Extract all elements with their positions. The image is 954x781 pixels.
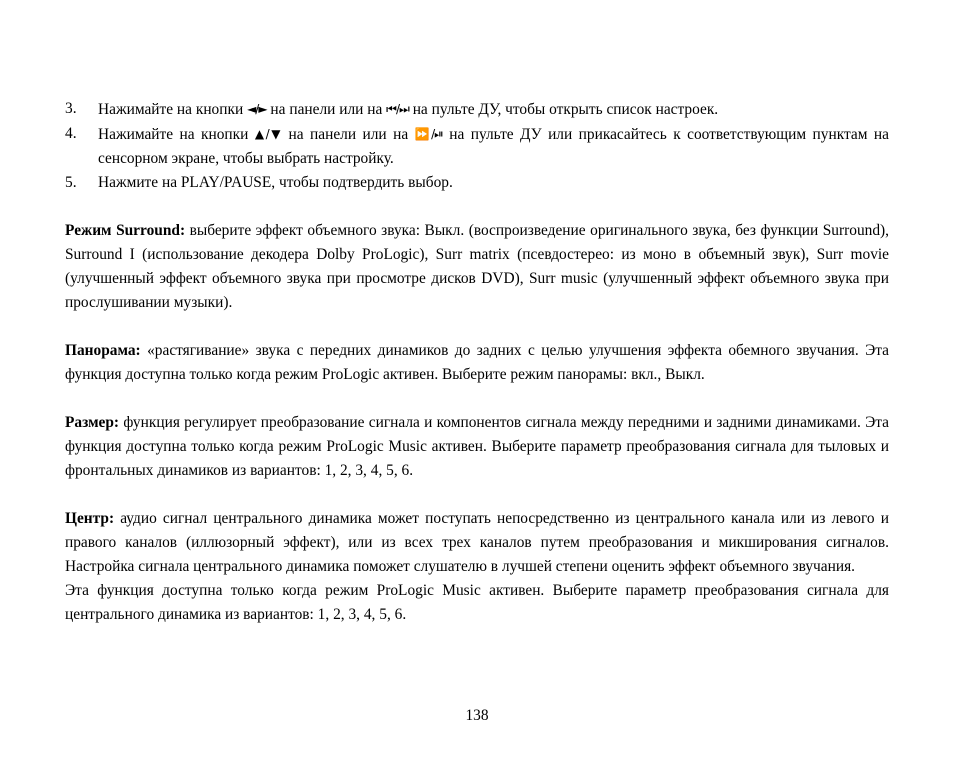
up-down-arrows-icon: ▲/▼: [254, 127, 283, 141]
section-heading: Центр:: [65, 510, 115, 527]
section-center: [65, 507, 889, 579]
page-number: 138: [465, 707, 489, 724]
section-text: аудио сигнал центрального динамика может поступать непосредственно из центрального канала или из левого и правого каналов (иллюзорный эффект), или из всех трех каналов путем преобразования и микширования сигналов. Настройка сигнала центрального динамика поможет слушателю в лучшей степени оценить эффект объемного звучания.: [65, 510, 889, 575]
prev-next-track-icon: ⏮/⏭: [386, 102, 409, 116]
section-heading: Размер:: [65, 414, 120, 431]
step-text: Нажмите на PLAY/PAUSE, чтобы подтвердить выбор.: [98, 174, 453, 191]
left-right-arrows-icon: ◄/►: [247, 102, 267, 116]
step-number: 3.: [65, 100, 77, 117]
step-item: [65, 97, 889, 122]
section-text: «растягивание» звука с передних динамиков до задних с целью улучшения эффекта обемного звучания. Эта функция доступна только когда режим ProLogic активен. Выберите режим панорамы: вкл., Выкл.: [65, 342, 889, 383]
step-item: [65, 122, 889, 171]
step-text-end: на пульте ДУ или прикасайтесь к соответствующим пунктам на сенсорном экране, чтобы выбрать настройку.: [98, 126, 889, 167]
manual-page-content: [65, 97, 889, 627]
step-number: 4.: [65, 125, 77, 142]
section-heading: Панорама:: [65, 342, 141, 359]
section-center-continued: Эта функция доступна только когда режим ProLogic Music активен. Выберите параметр преобразования сигнала для центрального динамика из вариантов: 1, 2, 3, 4, 5, 6.: [65, 582, 889, 623]
step-text-middle: на панели или на: [270, 101, 383, 118]
step-text-middle: на панели или на: [288, 126, 409, 143]
step-item: [65, 171, 889, 195]
section-size: [65, 411, 889, 483]
instruction-steps: [65, 97, 889, 195]
section-surround: [65, 219, 889, 315]
step-text-start: Нажимайте на кнопки: [98, 126, 249, 143]
step-text-end: на пульте ДУ, чтобы открыть список настроек.: [412, 101, 719, 118]
section-text: выберите эффект объемного звука: Выкл. (воспроизведение оригинального звука, без функции Surround), Surround I (использование декодера Dolby ProLogic), Surr matrix (псевдостерео: из моно в объемный звук), Surr movie (улучшенный эффект объемного звука при просмотре дисков DVD), Surr music (улучшенный эффект объемного звука при прослушивании музыки).: [65, 222, 890, 311]
step-number: 5.: [65, 174, 77, 191]
section-text: функция регулирует преобразование сигнала и компонентов сигнала между передними и задними динамиками. Эта функция доступна только когда режим ProLogic Music активен. Выберите параметр преобразования сигнала для тыловых и фронтальных динамиков из вариантов: 1, 2, 3, 4, 5, 6.: [65, 414, 889, 479]
section-panorama: [65, 339, 889, 387]
step-text-start: Нажимайте на кнопки: [98, 101, 244, 118]
section-heading: Режим Surround:: [65, 222, 186, 239]
fast-forward-play-pause-icon: ⏩/⏯: [414, 127, 443, 141]
